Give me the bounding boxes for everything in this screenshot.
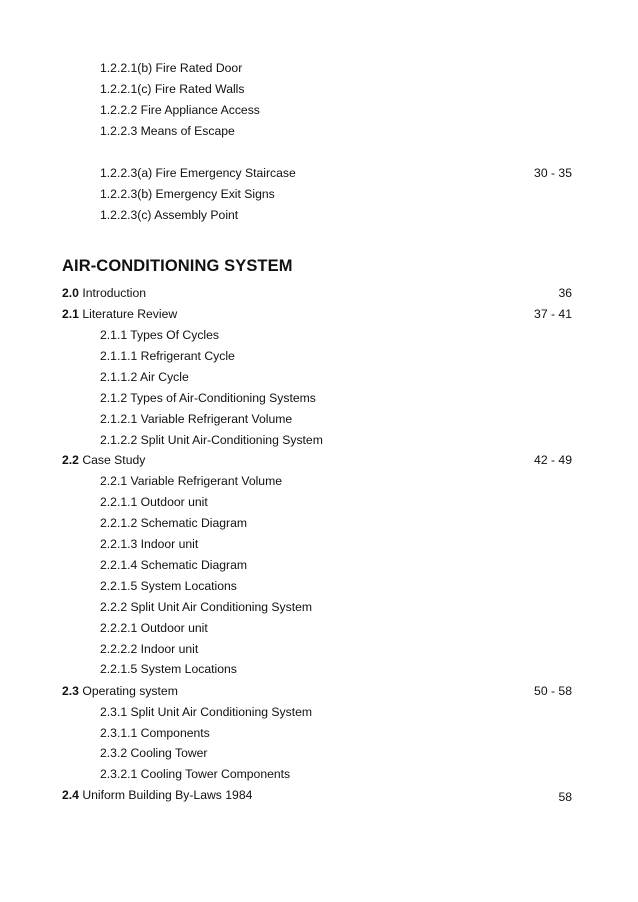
- page-number: 50 - 58: [534, 684, 572, 698]
- section-title: Operating system: [78, 684, 178, 698]
- toc-entry: 2.3.1.1 Components: [100, 726, 210, 740]
- page-number: 58: [558, 790, 572, 804]
- section-title: Literature Review: [78, 307, 178, 321]
- toc-entry: 2.1.1.2 Air Cycle: [100, 370, 189, 384]
- toc-main-entry: [62, 286, 146, 300]
- toc-entry: 1.2.2.3(a) Fire Emergency Staircase: [100, 166, 296, 180]
- toc-entry: 2.1.2.1 Variable Refrigerant Volume: [100, 412, 293, 426]
- section-number: 2.2: [62, 453, 79, 467]
- section-title: Introduction: [78, 286, 147, 300]
- section-title: Uniform Building By-Laws 1984: [78, 788, 253, 802]
- toc-entry: 2.3.2.1 Cooling Tower Components: [100, 767, 291, 781]
- toc-entry: 2.3.2 Cooling Tower: [100, 746, 208, 760]
- section-number: 2.1: [62, 307, 79, 321]
- toc-main-entry: [62, 788, 252, 802]
- toc-entry: 2.3.1 Split Unit Air Conditioning System: [100, 705, 313, 719]
- toc-main-entry: [62, 307, 177, 321]
- toc-main-entry: [62, 684, 178, 698]
- section-title: Case Study: [78, 453, 146, 467]
- section-number: 2.0: [62, 286, 79, 300]
- toc-entry: 1.2.2.1(b) Fire Rated Door: [100, 61, 243, 75]
- toc-entry: 2.2.1.5 System Locations: [100, 579, 237, 593]
- toc-main-entry: [62, 453, 145, 467]
- toc-entry: 2.1.2 Types of Air-Conditioning Systems: [100, 391, 316, 405]
- toc-entry: 1.2.2.2 Fire Appliance Access: [100, 103, 260, 117]
- page-number: 37 - 41: [534, 307, 572, 321]
- section-number: 2.3: [62, 684, 79, 698]
- toc-entry: 2.2.1.3 Indoor unit: [100, 537, 199, 551]
- toc-entry: 2.1.1 Types Of Cycles: [100, 328, 219, 342]
- toc-entry: 1.2.2.1(c) Fire Rated Walls: [100, 82, 245, 96]
- toc-entry: 2.2.1.4 Schematic Diagram: [100, 558, 247, 572]
- page-number: 36: [558, 286, 572, 300]
- toc-entry: 2.2.2.1 Outdoor unit: [100, 621, 208, 635]
- toc-entry: 2.2.2 Split Unit Air Conditioning System: [100, 600, 313, 614]
- toc-entry: 2.2.1.2 Schematic Diagram: [100, 516, 247, 530]
- toc-entry: 2.2.1 Variable Refrigerant Volume: [100, 474, 283, 488]
- toc-entry: 2.2.2.2 Indoor unit: [100, 642, 199, 656]
- toc-entry: 1.2.2.3(b) Emergency Exit Signs: [100, 187, 275, 201]
- toc-entry: 1.2.2.3(c) Assembly Point: [100, 208, 239, 222]
- page-number: 30 - 35: [534, 166, 572, 180]
- toc-entry: 2.2.1.5 System Locations: [100, 662, 237, 676]
- section-number: 2.4: [62, 788, 79, 802]
- section-heading: AIR-CONDITIONING SYSTEM: [62, 257, 293, 275]
- toc-entry: 1.2.2.3 Means of Escape: [100, 124, 235, 138]
- page-number: 42 - 49: [534, 453, 572, 467]
- toc-entry: 2.1.1.1 Refrigerant Cycle: [100, 349, 235, 363]
- toc-entry: 2.2.1.1 Outdoor unit: [100, 495, 208, 509]
- toc-entry: 2.1.2.2 Split Unit Air-Conditioning System: [100, 433, 323, 447]
